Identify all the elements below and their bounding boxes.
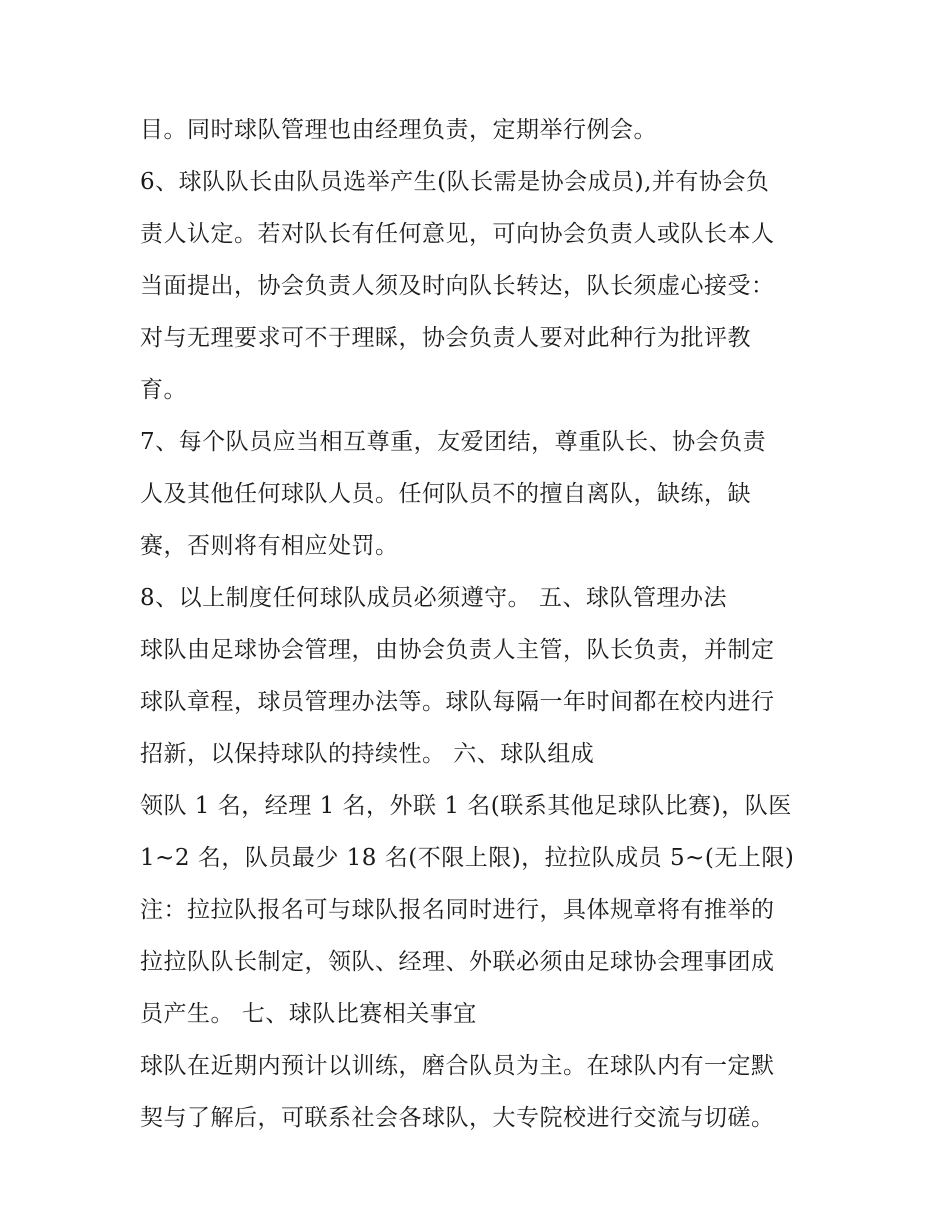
text-line: 7、每个队员应当相互尊重，友爱团结，尊重队长、协会负责 xyxy=(140,429,767,455)
text-line: 球队在近期内预计以训练，磨合队员为主。在球队内有一定默 xyxy=(140,1053,775,1079)
text-line: 契与了解后，可联系社会各球队，大专院校进行交流与切磋。 xyxy=(140,1105,775,1131)
text-line: 拉拉队队长制定，领队、经理、外联必须由足球协会理事团成 xyxy=(140,949,775,975)
text-line: 当面提出，协会负责人须及时向队长转达，队长须虚心接受： xyxy=(140,273,775,299)
text-line: 招新，以保持球队的持续性。 六、球队组成 xyxy=(140,741,595,767)
text-line: 球队由足球协会管理，由协会负责人主管，队长负责，并制定 xyxy=(140,637,775,663)
text-line: 球队章程，球员管理办法等。球队每隔一年时间都在校内进行 xyxy=(140,689,775,715)
text-line: 8、以上制度任何球队成员必须遵守。 五、球队管理办法 xyxy=(140,585,727,611)
text-line: 人及其他任何球队人员。任何队员不的擅自离队，缺练，缺 xyxy=(140,481,751,507)
text-line: 员产生。 七、球队比赛相关事宜 xyxy=(140,1001,477,1027)
text-line: 领队 1 名，经理 1 名，外联 1 名(联系其他足球队比赛)，队医 xyxy=(140,793,792,819)
text-line: 责人认定。若对队长有任何意见，可向协会负责人或队长本人 xyxy=(140,221,775,247)
text-line: 6、球队队长由队员选举产生(队长需是协会成员),并有协会负 xyxy=(140,169,770,195)
text-line: 1~2 名，队员最少 18 名(不限上限)，拉拉队成员 5~(无上限) xyxy=(140,845,795,871)
text-line: 对与无理要求可不于理睬，协会负责人要对此种行为批评教 xyxy=(140,325,751,351)
document-body xyxy=(140,104,820,1144)
text-line: 育。 xyxy=(140,377,187,403)
text-line: 注：拉拉队报名可与球队报名同时进行，具体规章将有推举的 xyxy=(140,897,775,923)
text-line: 目。同时球队管理也由经理负责，定期举行例会。 xyxy=(140,117,657,143)
text-line: 赛，否则将有相应处罚。 xyxy=(140,533,399,559)
